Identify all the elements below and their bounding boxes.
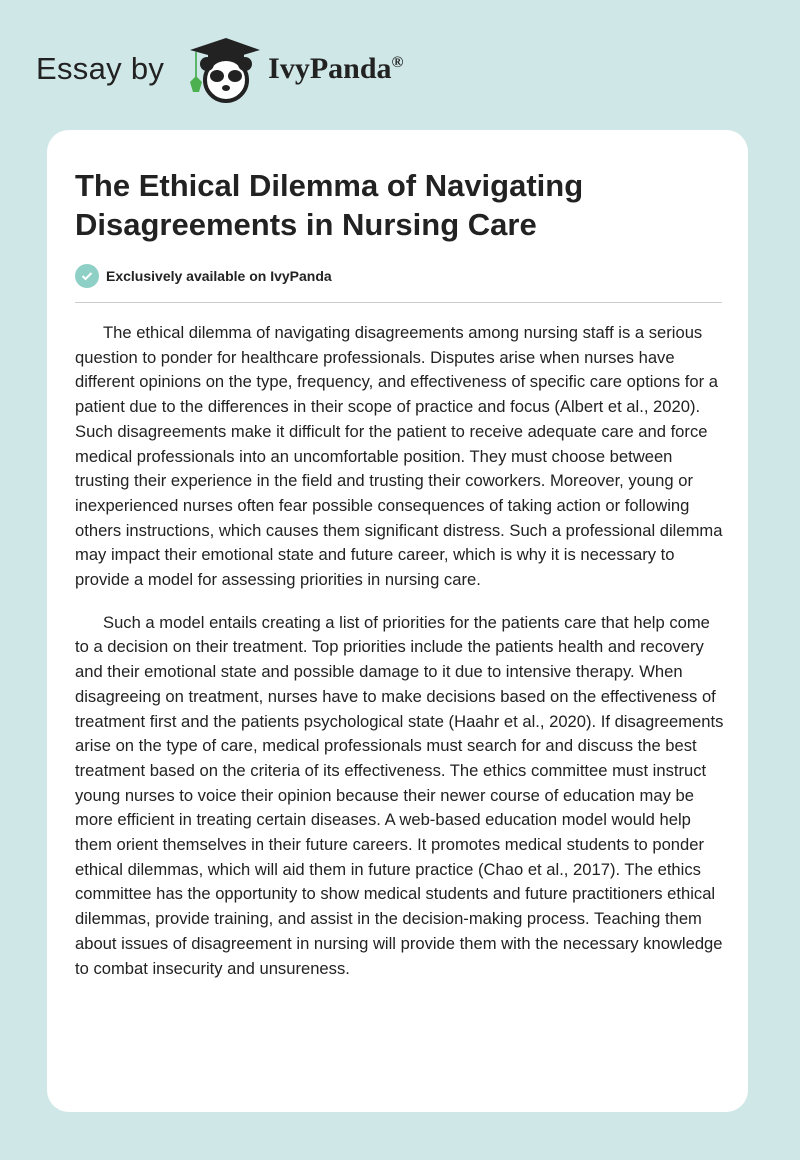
site-header (36, 34, 404, 104)
panda-logo-icon (182, 34, 262, 104)
essay-card (47, 130, 748, 1112)
badge-label: Exclusively available on IvyPanda (106, 268, 332, 284)
essay-by-label: Essay by (36, 51, 165, 86)
check-icon (75, 264, 99, 288)
essay-body (75, 321, 725, 999)
brand-name: IvyPanda® (268, 52, 404, 85)
paragraph: The ethical dilemma of navigating disagreements among nursing staff is a serious question to ponder for healthcare professionals. Disputes arise when nurses have different opinions on the type, frequency, and effectiveness of specific care options for a patient due to the differences in their scope of practice and focus (Albert et al., 2020). Such disagreements make it difficult for the patient to receive adequate care and force medical professionals into an uncomfortable position. They must choose between trusting their experience in the field and trusting their coworkers. Moreover, young or inexperienced nurses often fear possible consequences of taking action or following others instructions, which causes them significant distress. Such a professional dilemma may impact their emotional state and future career, which is why it is necessary to provide a model for assessing priorities in nursing care. (75, 323, 723, 590)
paragraph: Such a model entails creating a list of priorities for the patients care that help come to a decision on their treatment. Top priorities include the patients health and recovery and their emotional state and possible damage to it due to intensive therapy. When disagreeing on treatment, nurses have to make decisions based on the effectiveness of treatment first and the patients psychological state (Haahr et al., 2020). If disagreements arise on the type of care, medical professionals must search for and discuss the best treatment based on the criteria of its effectiveness. The ethics committee must instruct young nurses to voice their opinion because their newer course of education may be more efficient in treating certain diseases. A web-based education model would help them orient themselves in their future careers. It promotes medical students to ponder ethical dilemmas, which will aid them in future practice (Chao et al., 2017). The ethics committee has the opportunity to show medical students and future practitioners ethical dilemmas, provide training, and assist in the decision-making process. Teaching them about issues of disagreement in nursing will provide them with the necessary knowledge to combat insecurity and unsureness. (75, 612, 724, 978)
divider (75, 302, 722, 303)
page-title: The Ethical Dilemma of Navigating Disagreements in Nursing Care (75, 168, 584, 242)
exclusive-badge (75, 264, 332, 288)
